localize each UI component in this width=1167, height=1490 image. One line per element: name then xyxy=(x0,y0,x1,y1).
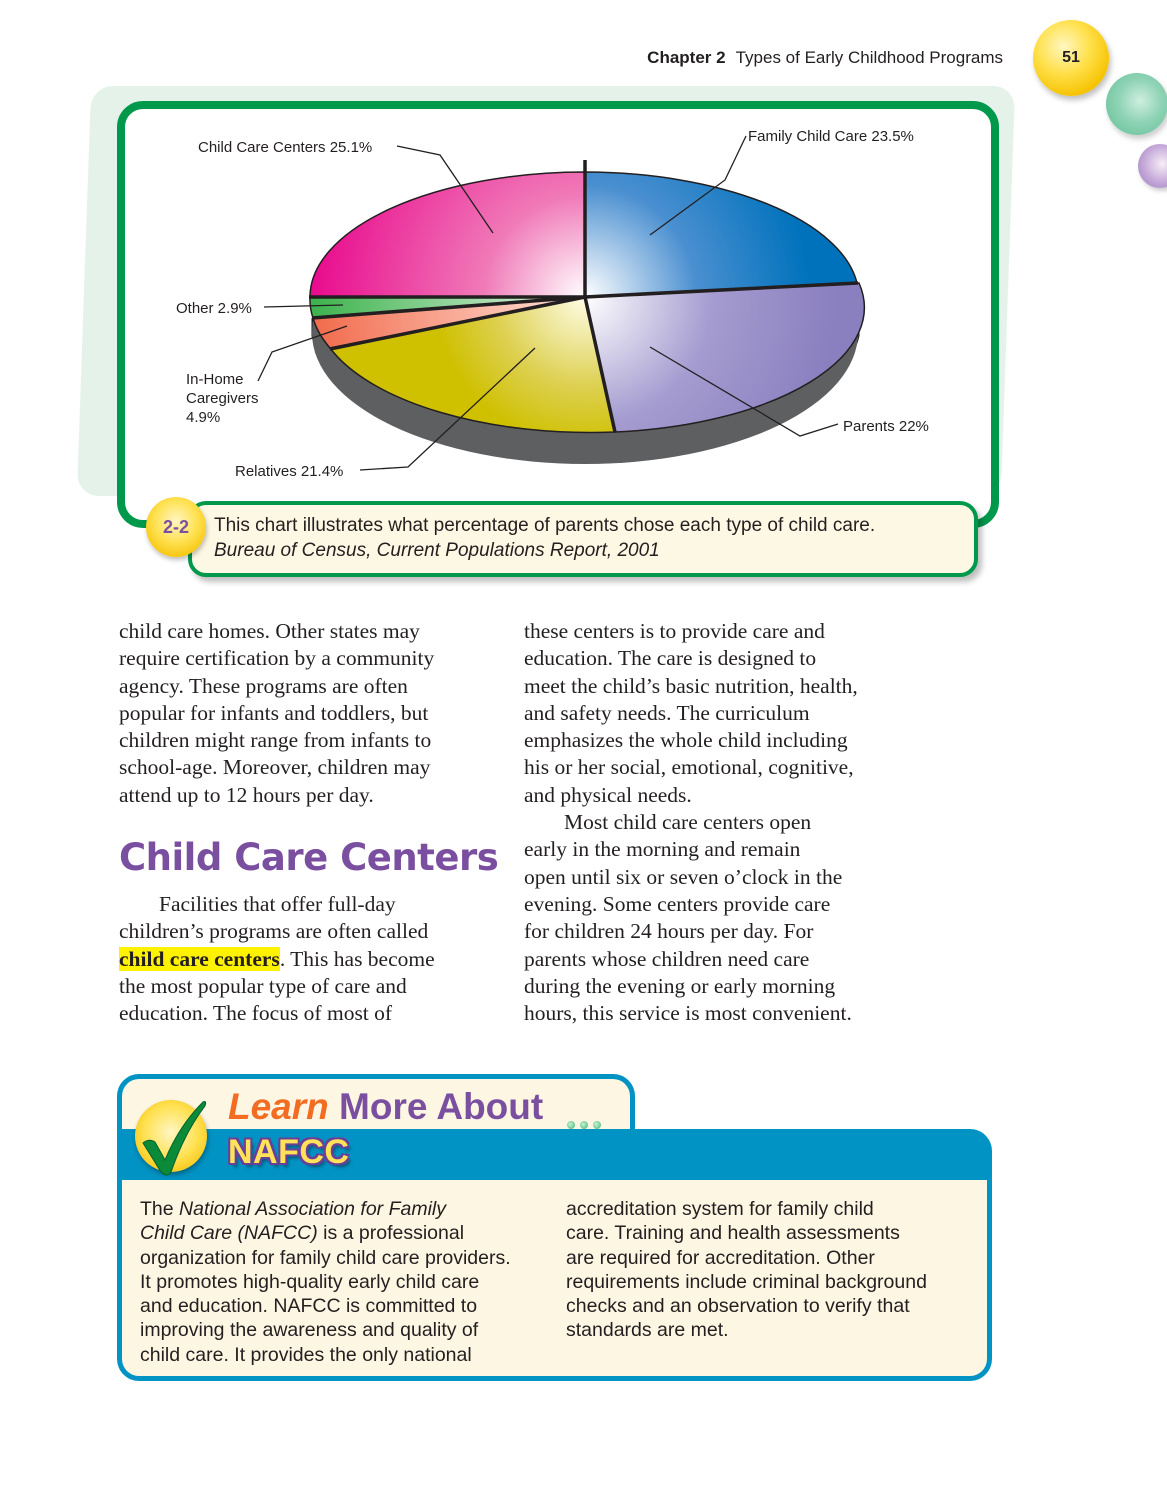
text-line: Most child care centers open xyxy=(564,810,812,835)
learn-more-topic: NAFCC xyxy=(228,1133,350,1171)
italic-name: National Association for Family xyxy=(179,1198,446,1220)
text-line: child care. It provides the only national xyxy=(140,1343,472,1366)
text-line: parents whose children need care xyxy=(524,946,810,971)
key-term: child care centers xyxy=(119,946,280,971)
learn-more-title xyxy=(228,1086,543,1128)
text-line: children’s programs are often called xyxy=(119,919,429,944)
label-parents: Parents 22% xyxy=(843,418,929,435)
learn-more-column-1 xyxy=(140,1197,511,1367)
body-column-2 xyxy=(524,618,858,1027)
chapter-title: Types of Early Childhood Programs xyxy=(735,48,1003,67)
text-line: child care homes. Other states may xyxy=(119,619,420,643)
ellipsis-dots-icon xyxy=(567,1116,606,1134)
figure-caption xyxy=(188,501,978,577)
text-line: meet the child’s basic nutrition, health, xyxy=(524,673,858,698)
caption-source: Bureau of Census, Current Populations Report, 2001 xyxy=(214,540,660,561)
text-span: The xyxy=(140,1198,180,1220)
text-span: . This has become xyxy=(279,946,435,971)
text-line: open until six or seven o’clock in the xyxy=(524,864,843,889)
text-line: and safety needs. The curriculum xyxy=(524,700,810,725)
text-line: agency. These programs are often xyxy=(119,673,408,698)
text-line: popular for infants and toddlers, but xyxy=(119,700,429,725)
text-line: for children 24 hours per day. For xyxy=(524,919,814,944)
label-in-home-line1: In-Home xyxy=(186,371,244,388)
text-line xyxy=(119,946,435,973)
label-family-child-care: Family Child Care 23.5% xyxy=(748,128,914,145)
text-line: Facilities that offer full-day xyxy=(159,892,396,916)
text-line: school-age. Moreover, children may xyxy=(119,755,431,780)
slice-family-child-care xyxy=(585,172,857,297)
text-line: these centers is to provide care and xyxy=(524,619,825,643)
text-line: requirements include criminal background xyxy=(566,1270,927,1293)
text-line: and education. NAFCC is committed to xyxy=(140,1295,478,1318)
text-line: evening. Some centers provide care xyxy=(524,891,831,916)
checkmark-icon xyxy=(135,1100,207,1172)
text-line: during the evening or early morning xyxy=(524,973,836,998)
text-line: education. The focus of most of xyxy=(119,1001,393,1026)
text-line: children might range from infants to xyxy=(119,728,432,753)
text-span: is a professional xyxy=(317,1222,465,1245)
text-line: emphasizes the whole child including xyxy=(524,728,848,753)
text-line: It promotes high-quality early child care xyxy=(140,1270,480,1293)
text-line: care. Training and health assessments xyxy=(566,1222,900,1245)
body-column-1-section xyxy=(119,891,435,1027)
learn-more-column-2 xyxy=(566,1197,927,1343)
text-line: accreditation system for family child xyxy=(566,1198,874,1220)
text-line: and physical needs. xyxy=(524,782,692,807)
chapter-label: Chapter 2 xyxy=(647,48,726,67)
slice-parents xyxy=(585,283,864,432)
text-line: the most popular type of care and xyxy=(119,973,407,998)
text-line: checks and an observation to verify that xyxy=(566,1295,910,1318)
text-line: require certification by a community xyxy=(119,646,435,671)
label-relatives: Relatives 21.4% xyxy=(235,463,344,480)
body-column-1 xyxy=(119,618,434,809)
text-line: his or her social, emotional, cognitive, xyxy=(524,755,854,780)
text-line: are required for accreditation. Other xyxy=(566,1246,875,1269)
label-child-care-centers: Child Care Centers 25.1% xyxy=(198,139,373,156)
label-other: Other 2.9% xyxy=(176,300,252,317)
label-in-home-line3: 4.9% xyxy=(186,409,221,426)
text-line: organization for family child care providers. xyxy=(140,1246,511,1269)
more-about-words: More About xyxy=(339,1086,544,1127)
figure-number-badge: 2-2 xyxy=(146,497,206,557)
text-line: hours, this service is most convenient. xyxy=(524,1001,852,1026)
text-line: standards are met. xyxy=(566,1319,729,1342)
caption-text: This chart illustrates what percentage of parents chose each type of child care. xyxy=(214,515,876,536)
text-line: early in the morning and remain xyxy=(524,837,801,862)
italic-name: Child Care (NAFCC) xyxy=(140,1222,318,1245)
section-heading: Child Care Centers xyxy=(119,836,499,879)
learn-word: Learn xyxy=(228,1086,329,1127)
text-line: attend up to 12 hours per day. xyxy=(119,782,374,807)
text-line xyxy=(140,1197,511,1221)
slice-child-care-centers xyxy=(310,172,585,297)
page-number: 51 xyxy=(1033,20,1109,96)
text-line: education. The care is designed to xyxy=(524,646,817,671)
text-line xyxy=(140,1221,511,1245)
label-in-home-line2: Caregivers xyxy=(186,390,259,407)
text-line: improving the awareness and quality of xyxy=(140,1319,479,1342)
